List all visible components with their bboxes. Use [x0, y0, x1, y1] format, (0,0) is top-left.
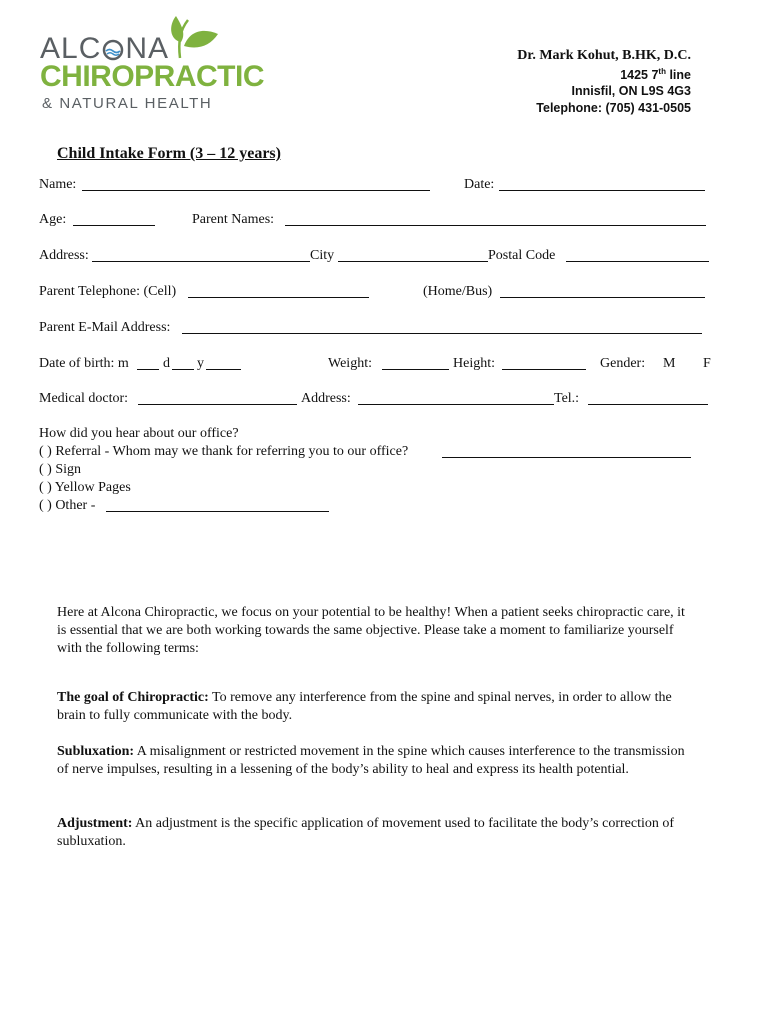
address-field[interactable] [92, 261, 310, 262]
doctor-name: Dr. Mark Kohut, B.HK, D.C. [517, 48, 691, 63]
medical-doctor-label: Medical doctor: [39, 391, 129, 406]
hear-question: How did you hear about our office? [39, 426, 239, 441]
other-field[interactable] [106, 511, 329, 512]
date-label: Date: [464, 177, 495, 192]
gender-f-option[interactable]: F [703, 356, 711, 371]
parent-email-label: Parent E-Mail Address: [39, 320, 171, 335]
logo-text-bottom: & NATURAL HEALTH [42, 95, 213, 112]
intro-paragraph: Here at Alcona Chiropractic, we focus on your potential to be healthy! When a patient seeks chiropractic care, it is essential that we are both working towards the same objective. Please take a moment to familiarize yourself with the following terms: [57, 605, 685, 656]
form-title: Child Intake Form (3 – 12 years) [57, 145, 281, 162]
city-field[interactable] [338, 261, 488, 262]
height-field[interactable] [502, 369, 586, 370]
postal-code-field[interactable] [566, 261, 709, 262]
logo-wave-o-icon [102, 35, 124, 57]
city-label: City [310, 248, 335, 263]
postal-code-label: Postal Code [488, 248, 556, 263]
hear-option-sign[interactable]: ( ) Sign [39, 462, 81, 477]
height-label: Height: [453, 356, 495, 371]
home-bus-label: (Home/Bus) [423, 284, 493, 299]
medical-doctor-field[interactable] [138, 404, 297, 405]
dob-month-field[interactable] [137, 369, 159, 370]
weight-field[interactable] [382, 369, 449, 370]
hear-option-other[interactable]: ( ) Other - [39, 498, 96, 513]
weight-label: Weight: [328, 356, 372, 371]
parent-names-field[interactable] [285, 225, 706, 226]
leaf-icon [168, 12, 220, 60]
hear-option-referral[interactable]: ( ) Referral - Whom may we thank for referring you to our office? [39, 444, 409, 459]
dob-day-label: d [163, 356, 170, 371]
md-address-label: Address: [301, 391, 351, 406]
adjustment-paragraph: Adjustment: An adjustment is the specific application of movement used to facilitate the body’s correction of subluxation. [57, 816, 675, 849]
clinic-address-line2: Innisfil, ON L9S 4G3 [571, 84, 691, 98]
parent-cell-label: Parent Telephone: (Cell) [39, 284, 177, 299]
md-tel-field[interactable] [588, 404, 708, 405]
parent-cell-field[interactable] [188, 297, 369, 298]
parent-names-label: Parent Names: [192, 212, 275, 227]
name-label: Name: [39, 177, 77, 192]
name-field[interactable] [82, 190, 430, 191]
subluxation-paragraph: Subluxation: A misalignment or restricted movement in the spine which causes interference to the transmission of nerve impulses, resulting in a lessening of the body’s ability to heal and express its health potential. [57, 744, 685, 777]
age-label: Age: [39, 212, 67, 227]
goal-paragraph: The goal of Chiropractic: To remove any interference from the spine and spinal nerves, in order to allow the brain to fully communicate with the body. [57, 690, 672, 723]
dob-year-label: y [197, 356, 204, 371]
dob-year-field[interactable] [206, 369, 241, 370]
md-tel-label: Tel.: [554, 391, 580, 406]
logo-text-middle: CHIROPRACTIC [40, 60, 264, 93]
gender-m-option[interactable]: M [663, 356, 676, 371]
referral-field[interactable] [442, 457, 691, 458]
address-label: Address: [39, 248, 89, 263]
clinic-telephone: Telephone: (705) 431-0505 [536, 101, 691, 115]
date-field[interactable] [499, 190, 705, 191]
logo-text-top: ALC NA [40, 32, 170, 65]
age-field[interactable] [73, 225, 155, 226]
dob-label: Date of birth: m [39, 356, 129, 371]
gender-label: Gender: [600, 356, 646, 371]
parent-email-field[interactable] [182, 333, 702, 334]
dob-day-field[interactable] [172, 369, 194, 370]
home-bus-field[interactable] [500, 297, 705, 298]
clinic-address-line1: 1425 7th line [620, 67, 691, 83]
md-address-field[interactable] [358, 404, 554, 405]
hear-option-yellow-pages[interactable]: ( ) Yellow Pages [39, 480, 131, 495]
